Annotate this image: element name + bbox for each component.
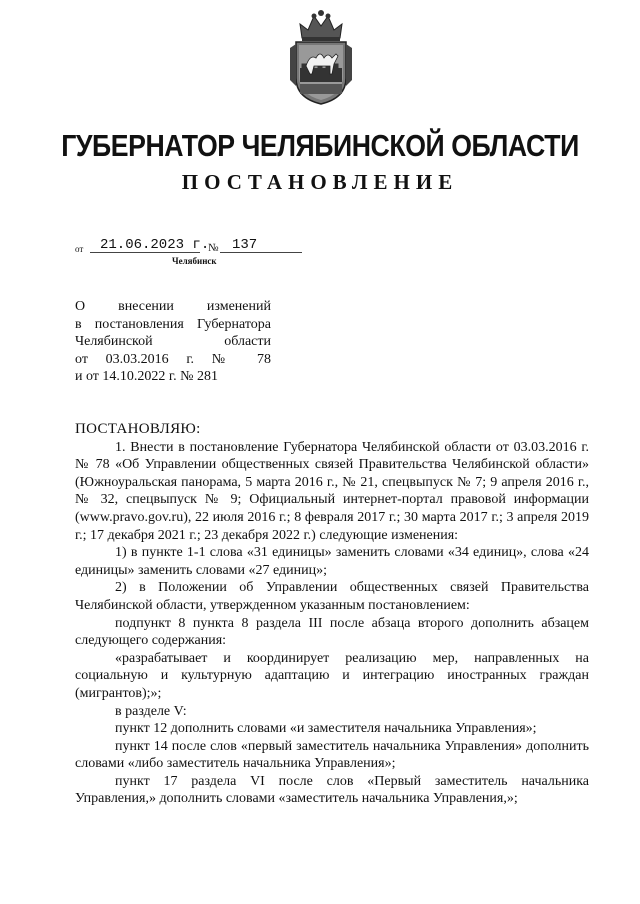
subject-line: и от 14.10.2022 г. № 281 (75, 369, 218, 385)
coat-of-arms-icon (288, 8, 354, 108)
body-paragraph: в разделе V: (115, 703, 187, 719)
body-paragraph: 2) в Положении об Управлении общественных связей Правительства Челябинской области, утвержденном указанным постановлением: (75, 580, 589, 613)
document-number: 137 (232, 237, 258, 253)
number-label: № (208, 242, 219, 254)
body-paragraph: пункт 17 раздела VI после слов «Первый заместитель начальника Управления,» дополнить словами «заместитель начальника Управления,»; (75, 773, 589, 807)
subject-line: в постановления Губернатора (75, 316, 271, 332)
subject-line: О внесении изменений (75, 299, 271, 314)
subject-line: Челябинской области (75, 334, 271, 350)
date-prefix-label: от (75, 244, 84, 254)
document-body (75, 421, 589, 808)
document-date: 21.06.2023 г. (100, 237, 210, 253)
city-label: Челябинск (172, 256, 217, 266)
decree-word: ПОСТАНОВЛЯЮ: (75, 421, 201, 437)
body-paragraph: подпункт 8 пункта 8 раздела III после абзаца второго дополнить абзацем следующего содержания: (75, 615, 589, 649)
document-issuer-title: ГУБЕРНАТОР ЧЕЛЯБИНСКОЙ ОБЛАСТИ (61, 128, 579, 163)
body-paragraph: «разрабатывает и координирует реализацию мер, направленных на социальную и культурную адаптацию и интеграцию иностранных граждан (мигрантов);»; (75, 650, 589, 701)
subject-line: от 03.03.2016 г. № 78 (75, 351, 271, 367)
document-subject (75, 298, 271, 386)
body-paragraph: пункт 14 после слов «первый заместитель начальника Управления» дополнить словами «либо заместитель начальника Управления»; (75, 738, 589, 772)
body-paragraph: пункт 12 дополнить словами «и заместителя начальника Управления»; (115, 721, 537, 737)
document-type-title: ПОСТАНОВЛЕНИЕ (181, 170, 459, 194)
body-paragraph: 1) в пункте 1-1 слова «31 единицы» заменить словами «34 единиц», слова «24 единицы» заменить словами «27 единиц»; (75, 545, 589, 578)
body-paragraph: 1. Внести в постановление Губернатора Челябинской области от 03.03.2016 г. № 78 «Об Управлении общественных связей Правительства Челябинской области» (Южноуральская панорама, 5 марта 2016 г., № 21, спецвыпуск № 7; 9 апреля 2016 г., № 32, спецвыпуск № 9; Официальный интернет-портал правовой информации (www.pravo.gov.ru), 22 июля 2016 г.; 8 февраля 2017 г.; 30 марта 2017 г.; 3 апреля 2019 г.; 17 декабря 2021 г.; 23 декабря 2022 г.) следующие изменения: (75, 439, 589, 543)
